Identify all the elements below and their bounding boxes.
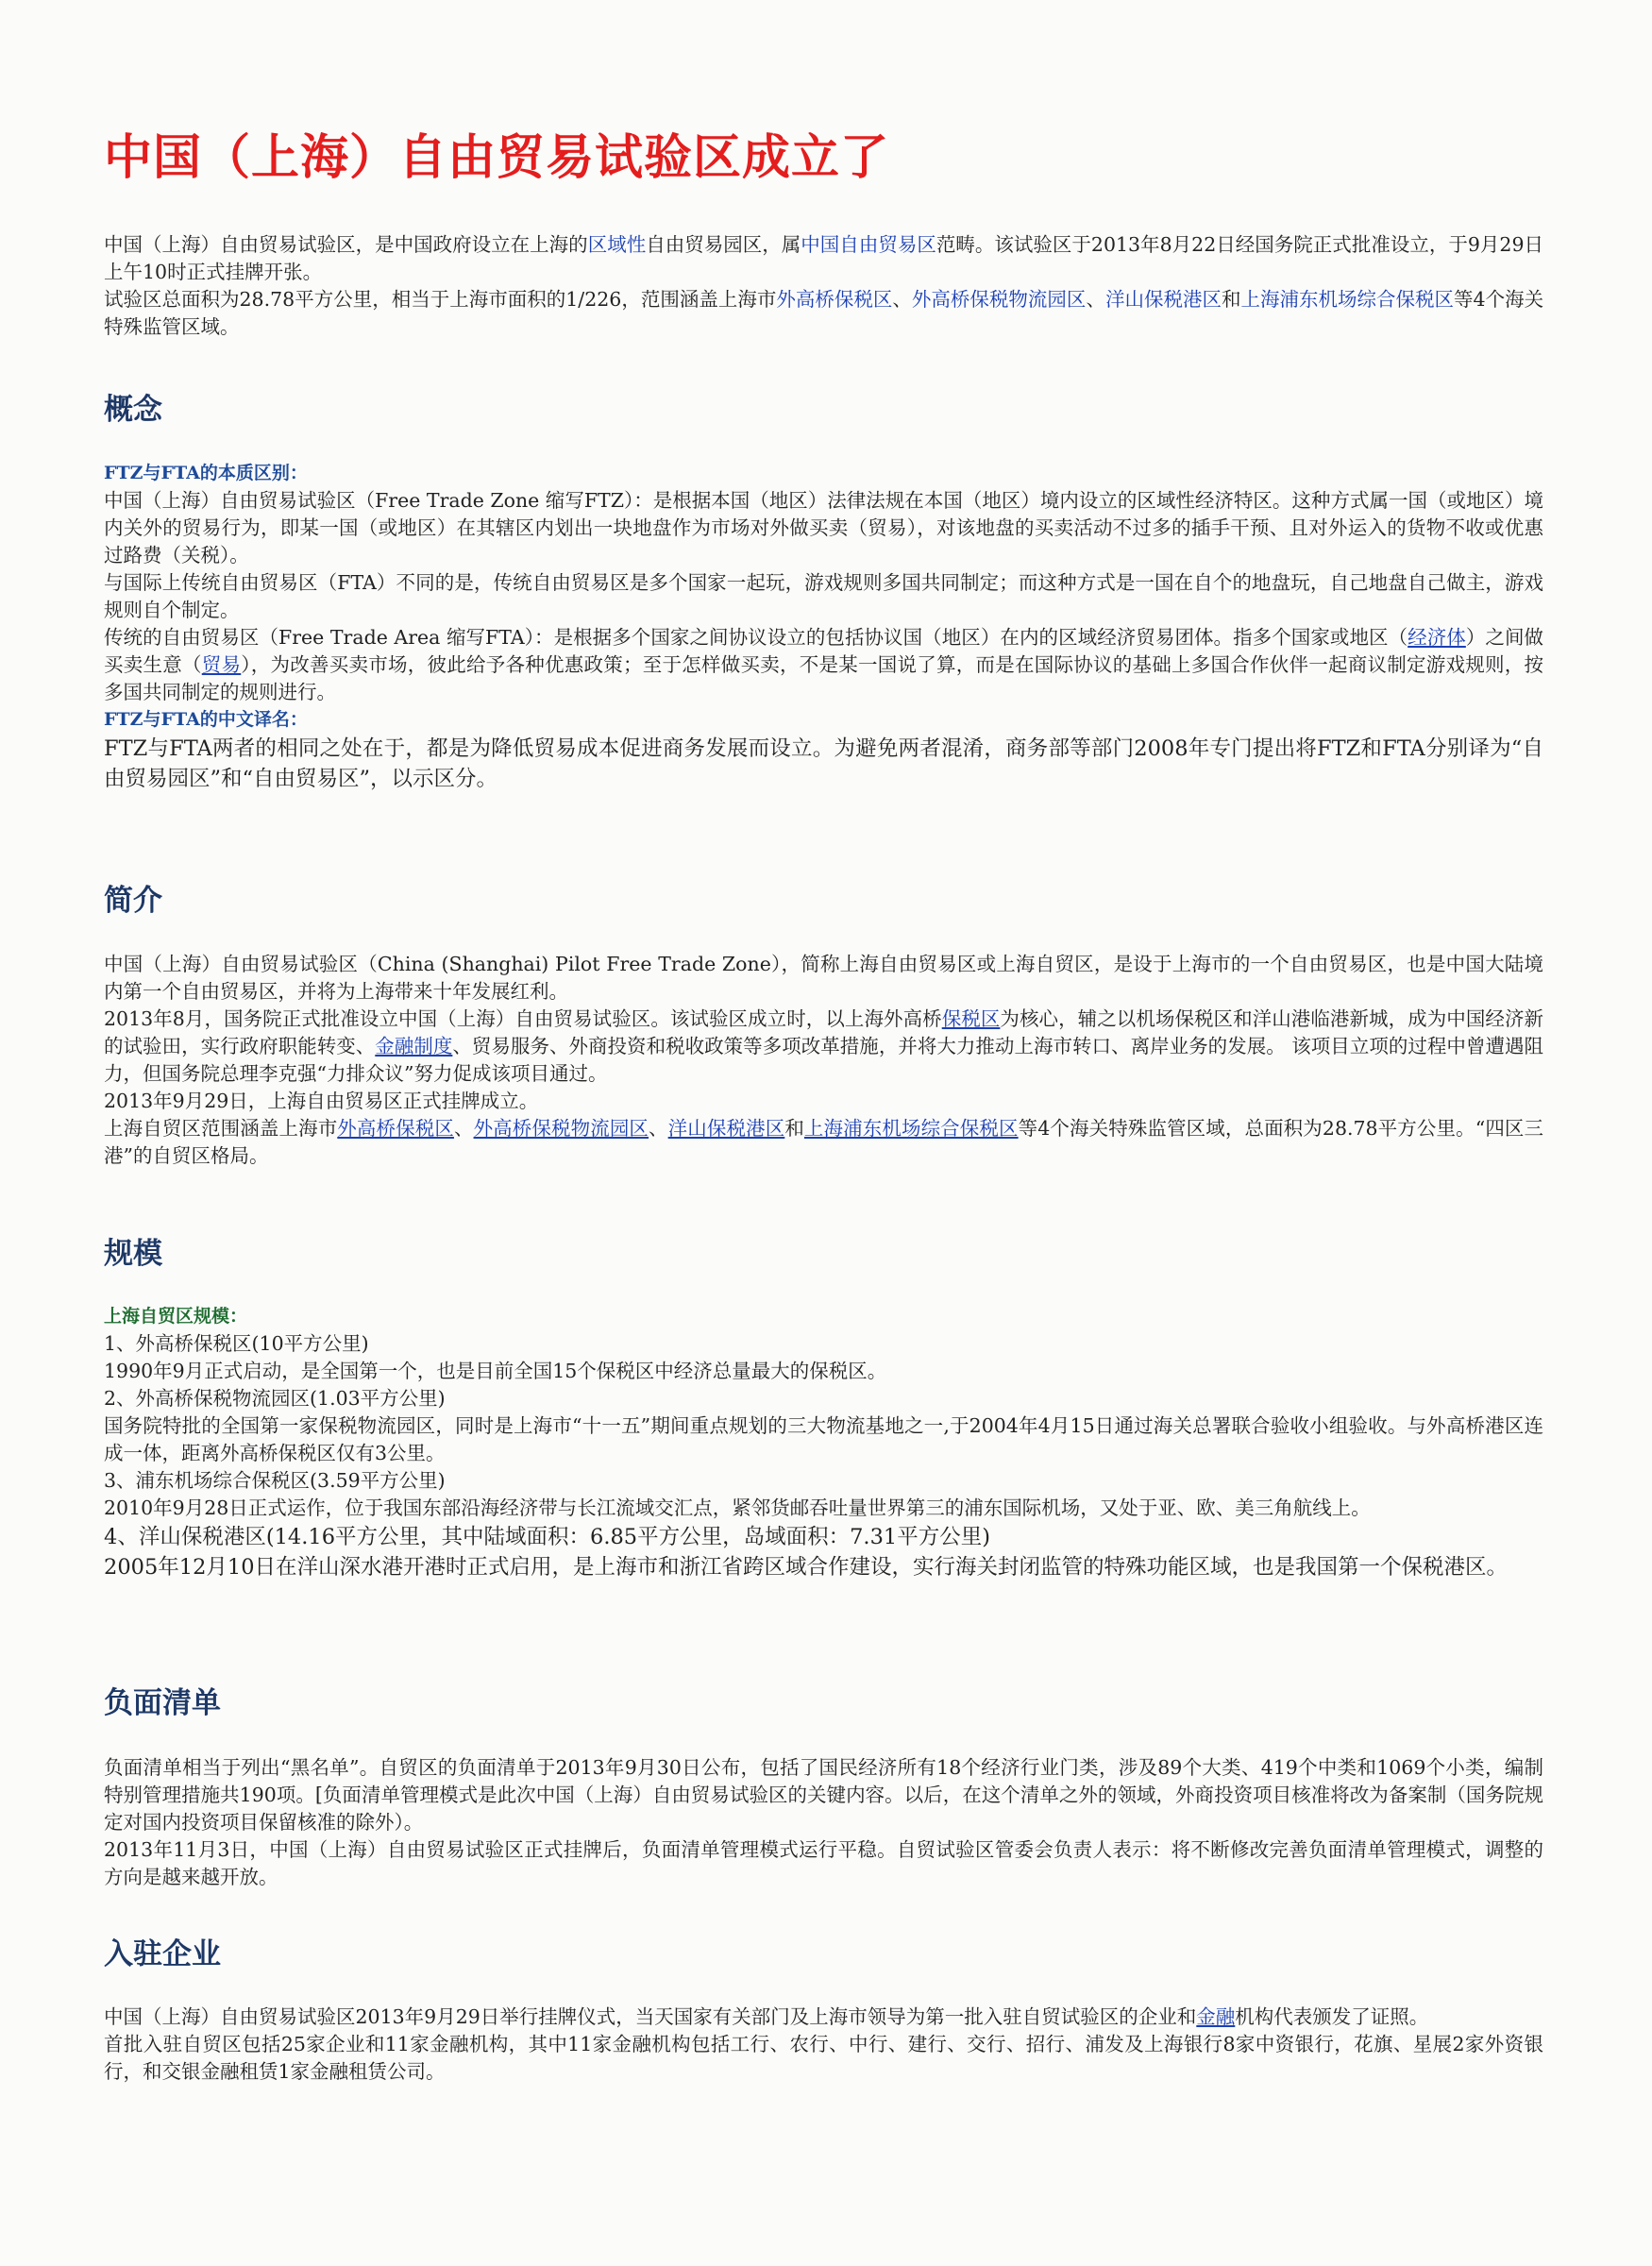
subheading-chinese-names: FTZ与FTA的中文译名： [104,709,308,730]
link-regional[interactable]: 区域性 [587,233,647,256]
link-waigaoqiao-logistics-park-2[interactable]: 外高桥保税物流园区 [473,1117,649,1140]
scale-item-2: 2、外高桥保税物流园区(1.03平方公里) [104,1387,446,1410]
concept-paragraph-4: FTZ与FTA两者的相同之处在于，都是为降低贸易成本促进商务发展而设立。为避免两者混淆，商务部等部门2008年专门提出将FTZ和FTA分别译为“自由贸易园区”和“自由贸易区”，以示区分。 [104,736,1543,791]
concept-section [104,460,1543,794]
companies-paragraph-1: 中国（上海）自由贸易试验区2013年9月29日举行挂牌仪式，当天国家有关部门及上海市领导为第一批入驻自贸试验区的企业和金融机构代表颁发了证照。 [104,2005,1429,2028]
link-pudong-airport-zone-2[interactable]: 上海浦东机场综合保税区 [803,1117,1019,1140]
section-heading-scale: 规模 [104,1237,162,1271]
companies-paragraph-2: 首批入驻自贸区包括25家企业和11家金融机构，其中11家金融机构包括工行、农行、中行、建行、交行、招行、浦发及上海银行8家中资银行，花旗、星展2家外资银行，和交银金融租赁1家金融租赁公司。 [104,2033,1543,2083]
scale-item-1: 1、外高桥保税区(10平方公里) [104,1332,369,1355]
negative-paragraph-1: 负面清单相当于列出“黑名单”。自贸区的负面清单于2013年9月30日公布，包括了国民经济所有18个经济行业门类，涉及89个大类、419个中类和1069个小类，编制特别管理措施共190项。[负面清单管理模式是此次中国（上海）自由贸易试验区的关键内容。以后，在这个清单之外的领域，外商投资项目核准将改为备案制（国务院规定对国内投资项目保留核准的除外）。 [104,1756,1543,1834]
link-economy[interactable]: 经济体 [1408,626,1466,649]
concept-paragraph-2: 与国际上传统自由贸易区（FTA）不同的是，传统自由贸易区是多个国家一起玩，游戏规则多国共同制定；而这种方式是一国在自个的地盘玩，自己地盘自己做主，游戏规则自个制定。 [104,571,1543,621]
link-trade[interactable]: 贸易 [201,653,242,676]
brief-paragraph-2: 2013年8月，国务院正式批准设立中国（上海）自由贸易试验区。该试验区成立时，以上海外高桥保税区为核心，辅之以机场保税区和洋山港临港新城，成为中国经济新的试验田，实行政府职能转变、金融制度、贸易服务、外商投资和税收政策等多项改革措施，并将大力推动上海市转口、离岸业务的发展。 该项目立项的过程中曾遭遇阻力，但国务院总理李克强“力排众议”努力促成该项目通过。 [104,1007,1544,1085]
brief-paragraph-1: 中国（上海）自由贸易试验区（China (Shanghai) Pilot Free Trade Zone），简称上海自由贸易区或上海自贸区，是设于上海市的一个自由贸易区，也是中国大陆境内第一个自由贸易区，并将为上海带来十年发展红利。 [104,953,1543,1003]
link-finance[interactable]: 金融 [1196,2005,1236,2028]
link-china-fta[interactable]: 中国自由贸易区 [801,233,936,256]
intro-paragraph-2: 试验区总面积为28.78平方公里，相当于上海市面积的1/226，范围涵盖上海市外高桥保税区、外高桥保税物流园区、洋山保税港区和上海浦东机场综合保税区等4个海关特殊监管区域。 [104,288,1544,338]
scale-item-3: 3、浦东机场综合保税区(3.59平方公里) [104,1469,446,1492]
link-yangshan-port[interactable]: 洋山保税港区 [1104,288,1222,311]
scale-item-4-desc: 2005年12月10日在洋山深水港开港时正式启用，是上海市和浙江省跨区域合作建设，实行海关封闭监管的特殊功能区域，也是我国第一个保税港区。 [104,1555,1509,1580]
subheading-scale: 上海自贸区规模： [104,1306,248,1327]
section-heading-brief: 简介 [104,884,162,918]
concept-paragraph-1: 中国（上海）自由贸易试验区（Free Trade Zone 缩写FTZ）：是根据本国（地区）法律法规在本国（地区）境内设立的区域性经济特区。这种方式属一国（或地区）境内关外的贸易行为，即某一国（或地区）在其辖区内划出一块地盘作为市场对外做买卖（贸易），对该地盘的买卖活动不过多的插手干预、且对外运入的货物不收或优惠过路费（关税）。 [104,489,1543,566]
section-heading-concept: 概念 [104,393,162,427]
section-heading-companies: 入驻企业 [104,1937,221,1971]
intro-section [104,231,1543,341]
scale-item-3-desc: 2010年9月28日正式运作，位于我国东部沿海经济带与长江流域交汇点，紧邻货邮吞吐量世界第三的浦东国际机场，又处于亚、欧、美三角航线上。 [104,1497,1371,1519]
section-heading-negative-list: 负面清单 [104,1686,221,1720]
scale-item-1-desc: 1990年9月正式启动，是全国第一个，也是目前全国15个保税区中经济总量最大的保税区。 [104,1360,887,1382]
brief-paragraph-4: 上海自贸区范围涵盖上海市外高桥保税区、外高桥保税物流园区、洋山保税港区和上海浦东机场综合保税区等4个海关特殊监管区域，总面积为28.78平方公里。“四区三港”的自贸区格局。 [104,1117,1544,1167]
scale-item-4: 4、洋山保税港区(14.16平方公里，其中陆域面积：6.85平方公里，岛域面积：7.31平方公里) [104,1525,990,1549]
subheading-essential-difference: FTZ与FTA的本质区别： [104,463,308,483]
brief-paragraph-3: 2013年9月29日，上海自由贸易区正式挂牌成立。 [104,1090,539,1112]
concept-paragraph-3: 传统的自由贸易区（Free Trade Area 缩写FTA）：是根据多个国家之间协议设立的包括协议国（地区）在内的区域经济贸易团体。指多个国家或地区（经济体）之间做买卖生意（贸易），为改善买卖市场，彼此给予各种优惠政策；至于怎样做买卖，不是某一国说了算，而是在国际协议的基础上多国合作伙伴一起商议制定游戏规则，按多国共同制定的规则进行。 [104,626,1544,703]
scale-item-2-desc: 国务院特批的全国第一家保税物流园区，同时是上海市“十一五”期间重点规划的三大物流基地之一,于2004年4月15日通过海关总署联合验收小组验收。与外高桥港区连成一体，距离外高桥保税区仅有3公里。 [104,1414,1543,1464]
link-pudong-airport-zone[interactable]: 上海浦东机场综合保税区 [1240,288,1455,311]
companies-section [104,2004,1543,2086]
link-waigaoqiao-bonded-zone[interactable]: 外高桥保税区 [776,288,893,311]
negative-list-section [104,1754,1543,1891]
link-financial-system[interactable]: 金融制度 [375,1035,453,1057]
link-bonded-zone[interactable]: 保税区 [941,1007,1001,1030]
scale-section [104,1303,1543,1582]
page-title: 中国（上海）自由贸易试验区成立了 [104,130,890,186]
brief-section [104,951,1543,1170]
link-waigaoqiao-logistics-park[interactable]: 外高桥保税物流园区 [911,288,1087,311]
link-waigaoqiao-bonded-zone-2[interactable]: 外高桥保税区 [337,1117,454,1140]
link-yangshan-port-2[interactable]: 洋山保税港区 [667,1117,785,1140]
intro-paragraph-1: 中国（上海）自由贸易试验区，是中国政府设立在上海的区域性自由贸易园区，属中国自由贸易区范畴。该试验区于2013年8月22日经国务院正式批准设立，于9月29日上午10时正式挂牌开张。 [104,233,1544,283]
negative-paragraph-2: 2013年11月3日，中国（上海）自由贸易试验区正式挂牌后，负面清单管理模式运行平稳。自贸试验区管委会负责人表示：将不断修改完善负面清单管理模式，调整的方向是越来越开放。 [104,1838,1543,1888]
